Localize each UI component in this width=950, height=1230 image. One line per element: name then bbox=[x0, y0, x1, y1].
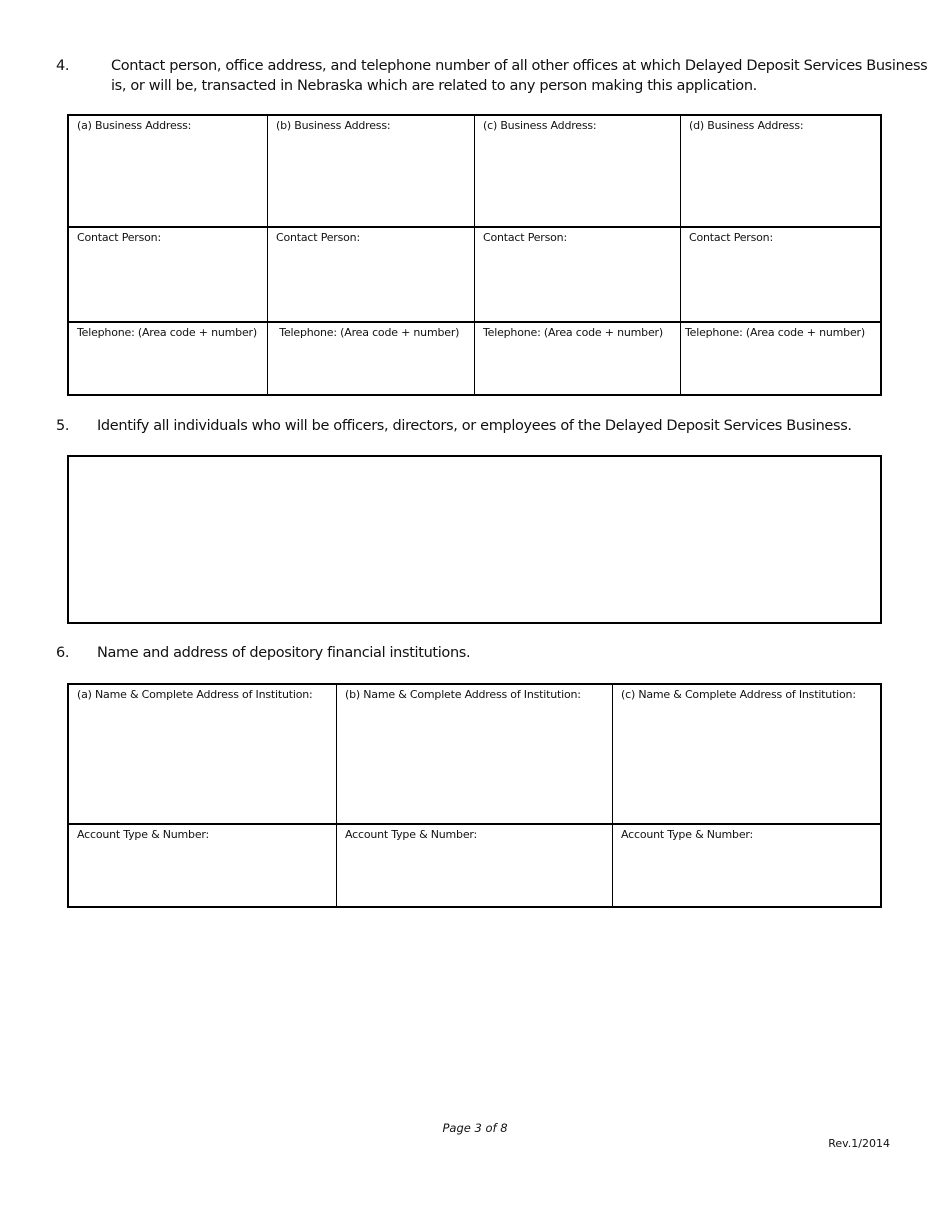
telephone-a-field[interactable]: Telephone: (Area code + number) bbox=[69, 323, 268, 394]
institution-c-field[interactable]: (c) Name & Complete Address of Institution: bbox=[613, 685, 880, 825]
depository-table bbox=[67, 683, 882, 908]
account-a-field[interactable]: Account Type & Number: bbox=[69, 825, 337, 906]
question-4-text-line2: is, or will be, transacted in Nebraska which are related to any person making this application. bbox=[111, 78, 757, 94]
account-b-field[interactable]: Account Type & Number: bbox=[337, 825, 613, 906]
business-address-a-field[interactable]: (a) Business Address: bbox=[69, 116, 268, 228]
telephone-b-field[interactable]: Telephone: (Area code + number) bbox=[268, 323, 475, 394]
individuals-field[interactable] bbox=[67, 455, 882, 624]
telephone-d-field[interactable]: Telephone: (Area code + number) bbox=[685, 326, 865, 339]
question-4-number: 4. bbox=[56, 58, 70, 74]
business-address-b-field[interactable]: (b) Business Address: bbox=[268, 116, 475, 228]
question-5 bbox=[56, 416, 896, 438]
offices-table bbox=[67, 114, 882, 396]
contact-person-b-field[interactable]: Contact Person: bbox=[268, 228, 475, 323]
institution-b-field[interactable]: (b) Name & Complete Address of Institution: bbox=[337, 685, 613, 825]
contact-person-a-field[interactable]: Contact Person: bbox=[69, 228, 268, 323]
telephone-c-field[interactable]: Telephone: (Area code + number) bbox=[475, 323, 681, 394]
business-address-c-field[interactable]: (c) Business Address: bbox=[475, 116, 681, 228]
account-c-field[interactable]: Account Type & Number: bbox=[621, 828, 754, 841]
question-4-text-line1: Contact person, office address, and telephone number of all other offices at which Delayed Deposit Services Business bbox=[111, 58, 928, 74]
question-6 bbox=[56, 643, 896, 665]
question-4 bbox=[56, 56, 928, 98]
institution-a-field[interactable]: (a) Name & Complete Address of Institution: bbox=[69, 685, 337, 825]
question-5-number: 5. bbox=[56, 418, 70, 434]
question-6-text: Name and address of depository financial institutions. bbox=[97, 645, 471, 661]
business-address-d-field[interactable]: (d) Business Address: bbox=[681, 116, 880, 228]
revision-label: Rev.1/2014 bbox=[828, 1137, 890, 1150]
contact-person-c-field[interactable]: Contact Person: bbox=[475, 228, 681, 323]
question-5-text: Identify all individuals who will be officers, directors, or employees of the Delayed Deposit Services Business. bbox=[97, 418, 852, 434]
question-6-number: 6. bbox=[56, 645, 70, 661]
contact-person-d-field[interactable]: Contact Person: bbox=[681, 228, 880, 323]
page-number: Page 3 of 8 bbox=[442, 1121, 508, 1135]
